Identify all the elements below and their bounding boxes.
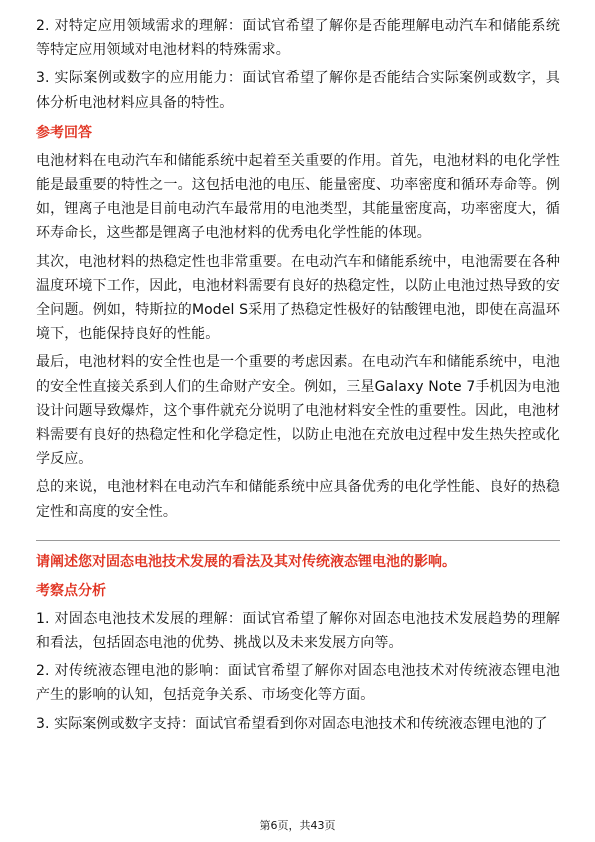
q2-analysis-item-2: 2. 对传统液态锂电池的影响：面试官希望了解你对固态电池技术对传统液态锂电池产生的影响的认知，包括竞争关系、市场变化等方面。 (36, 663, 560, 704)
page-number: 第6页，共43页 (259, 819, 336, 832)
analysis-heading: 考察点分析 (36, 582, 106, 599)
answer-paragraph-2: 其次，电池材料的热稳定性也非常重要。在电动汽车和储能系统中，电池需要在各种温度环境下工作，因此，电池材料需要有良好的热稳定性，以防止电池过热导致的安全问题。例如，特斯拉的Model S采用了热稳定性极好的钴酸锂电池，即使在高温环境下，也能保持良好的性能。 (36, 253, 560, 343)
answer-paragraph-1: 电池材料在电动汽车和储能系统中起着至关重要的作用。首先，电池材料的电化学性能是最重要的特性之一。这包括电池的电压、能量密度、功率密度和循环寿命等。例如，锂离子电池是目前电动汽车最常用的电池类型，其能量密度高，功率密度大，循环寿命长，这些都是锂离子电池材料的优秀电化学性能的体现。 (36, 152, 560, 242)
document-page (36, 14, 560, 740)
reference-answer-heading: 参考回答 (36, 124, 92, 141)
answer-paragraph-3: 最后，电池材料的安全性也是一个重要的考虑因素。在电动汽车和储能系统中，电池的安全性直接关系到人们的生命财产安全。例如，三星Galaxy Note 7手机因为电池设计问题导致爆炸，这个事件就充分说明了电池材料安全性的重要性。因此，电池材料需要有良好的热稳定性和化学稳定性，以防止电池在充放电过程中发生热失控或化学反应。 (36, 354, 560, 468)
analysis-item-2: 2. 对特定应用领域需求的理解：面试官希望了解你是否能理解电动汽车和储能系统等特定应用领域对电池材料的特殊需求。 (36, 18, 560, 59)
answer-paragraph-4: 总的来说，电池材料在电动汽车和储能系统中应具备优秀的电化学性能、良好的热稳定性和高度的安全性。 (36, 479, 560, 520)
section-divider (36, 540, 560, 541)
q2-analysis-item-1: 1. 对固态电池技术发展的理解：面试官希望了解你对固态电池技术发展趋势的理解和看法，包括固态电池的优势、挑战以及未来发展方向等。 (36, 610, 560, 652)
question-title: 请阐述您对固态电池技术发展的看法及其对传统液态锂电池的影响。 (36, 553, 456, 570)
analysis-item-3: 3. 实际案例或数字的应用能力：面试官希望了解你是否能结合实际案例或数字，具体分析电池材料应具备的特性。 (36, 70, 560, 111)
q2-analysis-item-3: 3. 实际案例或数字支持：面试官希望看到你对固态电池技术和传统液态锂电池的了 (36, 715, 548, 732)
